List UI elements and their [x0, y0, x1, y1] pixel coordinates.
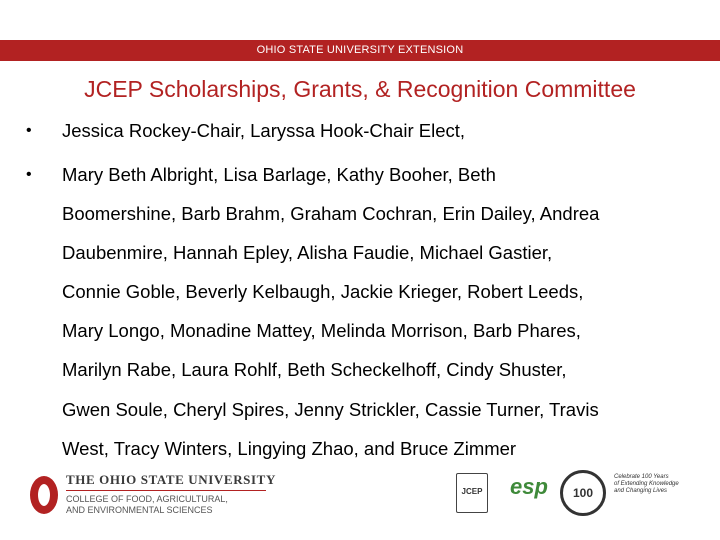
extension-banner: OHIO STATE UNIVERSITY EXTENSION	[0, 40, 720, 61]
divider	[66, 490, 266, 491]
bullet-chairs: Jessica Rockey-Chair, Laryssa Hook-Chair Elect,	[62, 120, 466, 141]
member-line: West, Tracy Winters, Lingying Zhao, and Bruce Zimmer	[62, 438, 517, 459]
tagline-line: and Changing Lives	[614, 488, 668, 494]
bullet-marker: •	[26, 122, 32, 139]
college-line: AND ENVIRONMENTAL SCIENCES	[66, 505, 213, 515]
jcep-logo: JCEP	[456, 473, 488, 513]
member-line: Marilyn Rabe, Laura Rohlf, Beth Scheckelhoff, Cindy Shuster,	[62, 359, 567, 380]
bullet-marker: •	[26, 166, 32, 183]
tagline-line: Celebrate 100 Years	[614, 474, 669, 480]
member-line: Mary Longo, Monadine Mattey, Melinda Morrison, Barb Phares,	[62, 320, 581, 341]
member-line: Gwen Soule, Cheryl Spires, Jenny Strickler, Cassie Turner, Travis	[62, 399, 599, 420]
slide-title: JCEP Scholarships, Grants, & Recognition Committee	[84, 76, 636, 102]
college-line: COLLEGE OF FOOD, AGRICULTURAL,	[66, 494, 228, 504]
member-line: Boomershine, Barb Brahm, Graham Cochran, Erin Dailey, Andrea	[62, 203, 600, 224]
centennial-logo: 100	[560, 470, 606, 516]
college-name	[66, 494, 228, 516]
member-line: Connie Goble, Beverly Kelbaugh, Jackie Krieger, Robert Leeds,	[62, 281, 584, 302]
osu-block-o-logo	[30, 476, 58, 514]
osu-wordmark: THE OHIO STATE UNIVERSITY	[66, 472, 276, 487]
tagline-line: of Extending Knowledge	[614, 481, 679, 487]
esp-logo: esp	[510, 474, 548, 499]
member-line: Daubenmire, Hannah Epley, Alisha Faudie, Michael Gastier,	[62, 242, 553, 263]
footer	[0, 468, 720, 528]
member-line: Mary Beth Albright, Lisa Barlage, Kathy Booher, Beth	[62, 164, 496, 185]
centennial-tagline	[614, 474, 694, 495]
